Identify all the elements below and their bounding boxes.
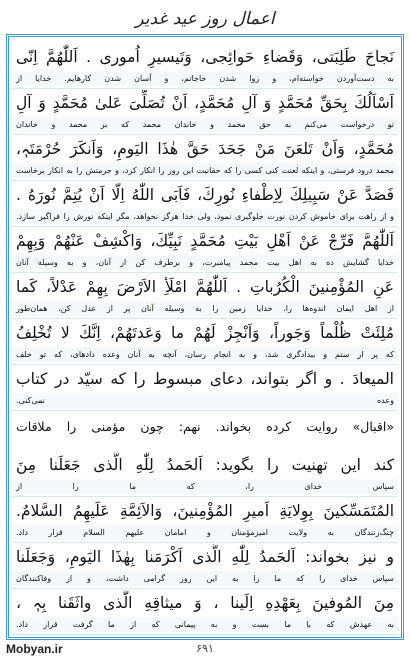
translation-line: سپاس خدای را، که ما را از bbox=[16, 482, 394, 491]
line-separator bbox=[12, 588, 398, 589]
translation-line: خدایا گشایش ده به اهل بیت محمد پیامبرت، و برطرف کن از آنان، و به وسیله آنان bbox=[16, 258, 394, 267]
page-title: اعمال روز عید غدیر bbox=[135, 9, 275, 29]
line-separator bbox=[12, 542, 398, 543]
line-separator bbox=[12, 318, 398, 319]
arabic-text-line: المیعادَ . و اگر بتواند، دعای مبسوط را که سیّد در کتاب bbox=[16, 370, 394, 388]
translation-line: چنگ‌زنندگان به ولایت امیرمؤمنان و امامان علیهم السلام قرار داد. bbox=[16, 528, 394, 537]
arabic-text-line: نَجاحَ طَلِبَتی، وَقَضاءِ حَوائِجی، وَتَیسیرِ اُموری . اَللّٰهُمَّ اِنّی bbox=[16, 48, 394, 66]
arabic-text-line: کند این تهنیت را بگوید: اَلحَمدُ لِلّٰهِ الَّذی جَعَلَنا مِنَ bbox=[16, 456, 394, 474]
line-separator bbox=[12, 272, 398, 273]
translation-line: محمد درود فرستی، و اینکه لعنت کنی کسی را که حقانیت این روز را انکار کرد، و حرمتش را به انکار برخاست bbox=[16, 166, 394, 175]
translation-line: و از راهت برای خاموش کردن نورت جلوگیری نمود، ولی خدا هرگز نخواهد، مگر اینکه نورش را فراگیر سازد. bbox=[16, 212, 394, 221]
line-separator bbox=[12, 88, 398, 89]
line-separator bbox=[12, 496, 398, 497]
arabic-text-line: فَصَدَّ عَنْ سَبِیلِكَ لِاِطْفاءِ نُورِكَ، فَاَبَی اللّٰهُ اِلّا اَنْ یُتِمَّ نُورَهُ . bbox=[16, 186, 394, 204]
line-separator bbox=[12, 180, 398, 181]
line-separator bbox=[12, 134, 398, 135]
translation-line: سپاس خدای را که ما را به این روز گرامی داشت، و از وفاکنندگان bbox=[16, 574, 394, 583]
persian-text-line: «اقبال» روایت کرده بخواند. نهم: چون مؤمنی را ملاقات bbox=[16, 419, 394, 434]
translation-line: وعده نمی‌کنی. bbox=[16, 396, 394, 405]
page-number: ۶۹۱ bbox=[196, 642, 214, 655]
arabic-text-line: اَللّٰهُمَّ فَرِّجْ عَنْ اَهْلِ بَیْتِ مُحَمَّدٍ نَبِیِّكَ، وَاكْشِفْ عَنْهُمْ وَبِهِمْ bbox=[16, 232, 394, 250]
arabic-text-line: المُتَمَسِّکینَ بِوِلایَةِ اَمیرِ المُؤْمِنینَ، وَالاَئِمَّةِ عَلَیهِمُ السَّلامُ. bbox=[16, 502, 394, 520]
translation-line: تو درخواست می‌کنم به حق محمد و خاندان محمد که بر محمد و خاندان bbox=[16, 120, 394, 129]
page-header bbox=[0, 4, 410, 34]
arabic-text-line: مُلِئَتْ ظُلْماً وَجَوراً، وَاَنْجِزْ لَهُمْ ما وَعَدتَهُمْ، اِنَّكَ لا تُخْلِفُ bbox=[16, 324, 394, 342]
line-separator bbox=[12, 226, 398, 227]
line-separator bbox=[12, 410, 398, 411]
line-separator bbox=[12, 364, 398, 365]
site-name: Mobyan.ir bbox=[6, 642, 63, 656]
line-separator bbox=[12, 634, 398, 635]
arabic-text-line: اَسْاَلُكَ بِحَقِّ مُحَمَّدٍ وَ آلِ مُحَمَّدٍ، اَنْ تُصَلِّیَ عَلیٰ مُحَمَّدٍ وَ آلِ bbox=[16, 94, 394, 112]
arabic-text-line: و نیز بخواند: اَلحَمدُ لِلّٰهِ الَّذی اَكْرَمَنا بِهٰذَا الیَومِ، وَجَعَلَنا bbox=[16, 548, 394, 566]
translation-line: به دست‌آوردن خواسته‌ام، و روا شدن حاجاتم، و آسان شدن کارهایم. خدایا از bbox=[16, 74, 394, 83]
translation-line: به عهدش که با ما بست و به پیمانی که از ما گرفت قرار داد. bbox=[16, 620, 394, 629]
arabic-text-line: مُحَمَّدٍ، وَاَنْ تَلعَنَ مَنْ جَحَدَ حَقَّ هٰذَا الیَومِ، وَاَنکَرَ حُرْمَتَہٖ، bbox=[16, 140, 394, 158]
text-body bbox=[12, 40, 398, 634]
arabic-text-line: مِنَ المُوفینَ بِعَهْدِهِ اِلَینا ، وَ میثاقِهِ الَّذی واثَقَنا بِہٖ ، bbox=[16, 594, 394, 612]
arabic-text-line: عَنِ المُؤْمِنینَ الْكُرُباتِ . اَللّٰهُمَّ امْلَأِ الاَرْضَ بِهِمْ عَدْلاً، كَما bbox=[16, 278, 394, 296]
translation-line: از اهل ایمان اندوه‌ها را. خدایا زمین را به وسیله آنان پر از عدل کن، همان‌طور bbox=[16, 304, 394, 313]
text-frame bbox=[6, 34, 404, 640]
translation-line: که پر از ستم و بیدادگری شد، و به انجام رسان، آنچه به آنان وعده دادهای، که تو خلف bbox=[16, 350, 394, 359]
